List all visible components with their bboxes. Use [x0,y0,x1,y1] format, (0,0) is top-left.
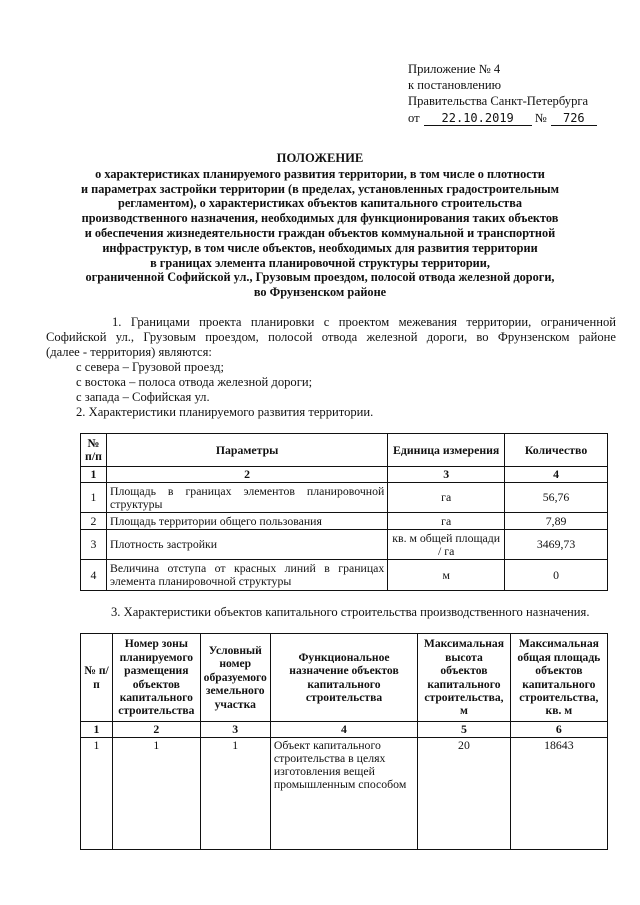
column-number: 3 [388,467,505,483]
boundary-east: с востока – полоса отвода железной дороги; [76,375,313,389]
number-prefix: № [534,110,547,125]
section1-line-1: 1. Границами проекта планировки с проектом межевания территории, ограниченной [112,315,616,329]
header-cell: № п/п [81,634,113,722]
parameter-cell: Величина отступа от красных линий в границах элемента планировочной структуры [106,560,387,591]
parameter-cell: Площадь в границах элементов планировочной структуры [106,483,387,513]
purpose-cell: Объект капитального строительства в целях изготовления вещей промышленным способом [270,738,417,850]
row-number: 4 [81,560,107,591]
parameter-cell: Плотность застройки [106,530,387,560]
column-number: 5 [418,722,511,738]
table-row [81,738,608,850]
column-number: 1 [81,722,113,738]
row-number: 3 [81,530,107,560]
unit-cell: га [388,483,505,513]
appendix-line-3: Правительства Санкт-Петербурга [408,94,589,109]
header-cell: № п/п [81,434,107,467]
boundary-west: с запада – Софийская ул. [76,390,210,404]
quantity-cell: 56,76 [505,483,608,513]
appendix-block [408,61,628,126]
appendix-line-1: Приложение № 4 [408,62,501,76]
header-cell: Единица измерения [388,434,505,467]
territory-characteristics-table [80,433,608,591]
parameter-cell: Площадь территории общего пользования [106,513,387,530]
quantity-cell: 0 [505,560,608,591]
title-line: и параметрах застройки территории (в пределах, установленных градостроительным [80,181,560,196]
row-number: 1 [81,738,113,850]
title-heading: ПОЛОЖЕНИЕ [276,151,364,165]
title-line: регламентом), о характеристиках объектов капитального строительства [117,196,523,211]
header-cell: Максимальная высота объектов капитального строительства, м [418,634,511,722]
title-line: ограниченной Софийской ул., Грузовым проездом, полосой отвода железной дороги, [85,270,555,285]
boundary-north: с севера – Грузовой проезд; [76,360,225,374]
quantity-cell: 7,89 [505,513,608,530]
zone-number-cell: 1 [113,738,201,850]
table-header-row [81,634,608,722]
title-line: в границах элемента планировочной структуры территории, [150,255,490,270]
unit-cell: м [388,560,505,591]
table-header-row [81,434,608,467]
table-row [81,513,608,530]
section-1 [46,315,616,420]
column-number: 2 [113,722,201,738]
capital-construction-table [80,633,608,850]
title-line: и обеспечения жизнедеятельности граждан объектов коммунальной и транспортной [84,225,556,240]
column-number: 2 [106,467,387,483]
row-number: 2 [81,513,107,530]
table-row [81,483,608,513]
max-area-cell: 18643 [510,738,607,850]
max-height-cell: 20 [418,738,511,850]
header-cell: Максимальная общая площадь объектов капитального строительства, кв. м [510,634,607,722]
document-title [50,151,590,300]
column-number: 6 [510,722,607,738]
title-line: инфраструктур, в том числе объектов, необходимых для развития территории [102,240,538,255]
column-number: 1 [81,467,107,483]
unit-cell: га [388,513,505,530]
section1-line-3: (далее - территория) являются: [46,345,212,359]
section2-title: 2. Характеристики планируемого развития территории. [76,405,374,419]
column-number: 3 [200,722,270,738]
date-prefix: от [408,110,420,125]
decree-number: 726 [551,112,597,126]
table-row [81,530,608,560]
column-number: 4 [270,722,417,738]
header-cell: Условный номер образуемого земельного участка [200,634,270,722]
plot-number-cell: 1 [200,738,270,850]
column-number-row [81,467,608,483]
row-number: 1 [81,483,107,513]
quantity-cell: 3469,73 [505,530,608,560]
header-cell: Параметры [106,434,387,467]
section3-title: 3. Характеристики объектов капитального строительства производственного назначения. [111,605,590,619]
appendix-line-2: к постановлению [408,78,502,93]
title-line: во Фрунзенском районе [253,285,387,300]
column-number-row [81,722,608,738]
header-cell: Номер зоны планируемого размещения объектов капитального строительства [113,634,201,722]
header-cell: Функциональное назначение объектов капитального строительства [270,634,417,722]
appendix-date-line [408,110,628,126]
unit-cell: кв. м общей площади / га [388,530,505,560]
column-number: 4 [505,467,608,483]
section1-line-2: Софийской ул., Грузовым проездом, полосой отвода железной дороги, во Фрунзенском районе [46,330,616,344]
title-line: производственного назначения, необходимых для функционирования таких объектов [81,211,559,226]
title-line: о характеристиках планируемого развития территории, в том числе о плотности [95,166,545,181]
header-cell: Количество [505,434,608,467]
table-row [81,560,608,591]
decree-date: 22.10.2019 [424,112,532,126]
